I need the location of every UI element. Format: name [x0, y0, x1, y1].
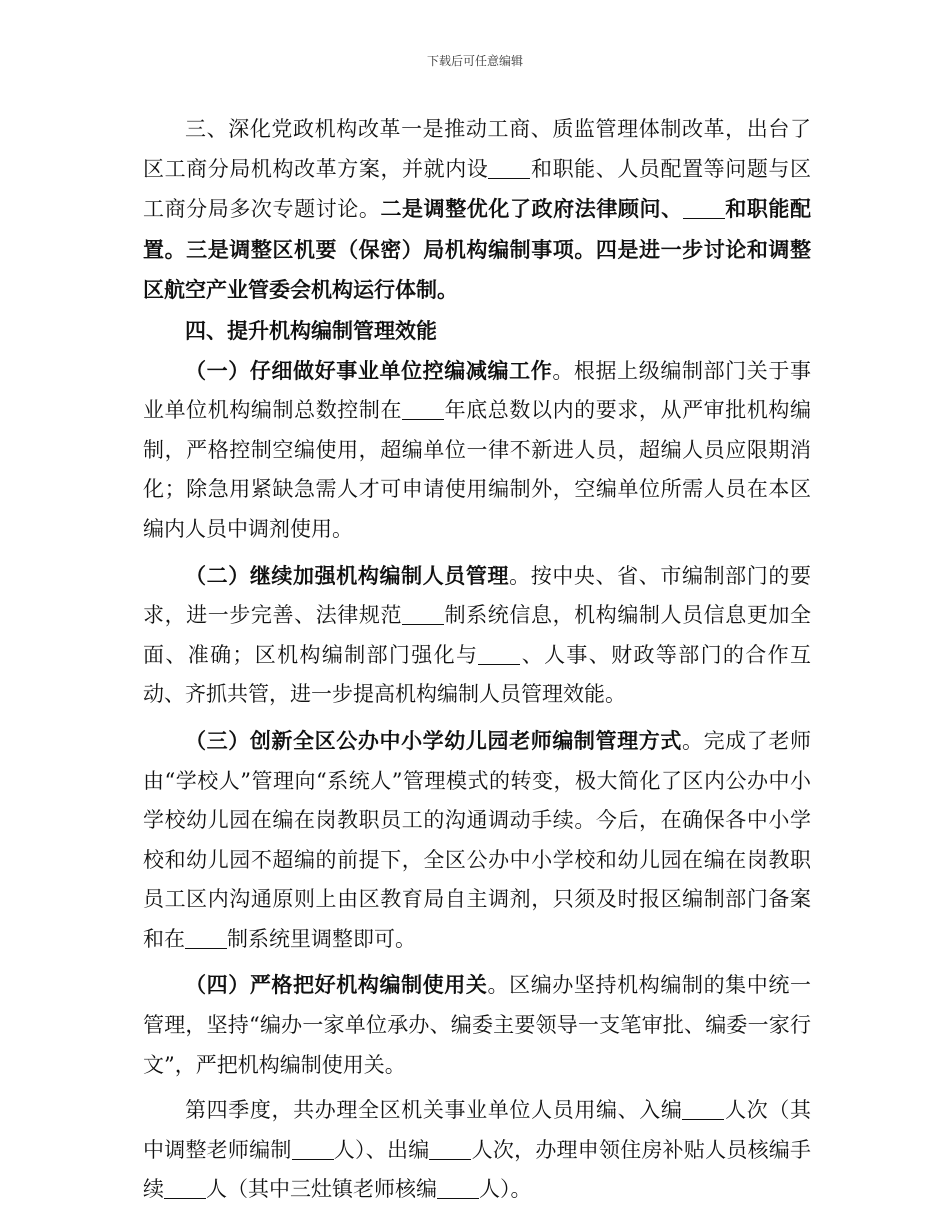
item-heading: （四）严格把好机构编制使用关	[185, 972, 488, 998]
text-run: 制系统信息，机构编制人员信息更加全面、准确；区机构编制部门强化与	[143, 603, 812, 667]
text-run: 人次，办理申领住房补贴人员核编手续	[143, 1137, 812, 1202]
text-run: 第四季度，共办理全区机关事业单位人员用编、入编	[185, 1098, 683, 1123]
item-heading: （三）创新全区公办中小学幼儿园老师编制管理方式	[185, 727, 682, 753]
paragraph-item-1	[143, 351, 811, 550]
bold-run: 二是调整优化了政府法律顾问、	[380, 196, 683, 222]
paragraph-party-reform	[143, 110, 811, 311]
item-heading: （一）仔细做好事业单位控编减编工作	[185, 357, 553, 383]
fill-blank	[164, 1180, 206, 1199]
fill-blank	[437, 1180, 479, 1199]
fill-blank	[292, 1141, 334, 1160]
fill-blank	[682, 1101, 724, 1120]
document-body	[143, 110, 811, 1210]
fill-blank	[185, 930, 227, 949]
text-run: 年底总数以内的要求，从严审批机构编制，严格控制空编使用，超编单位一律不新进人员，超编人员应限期消化；除急用紧缺急需人才可申请使用编制外，空编单位所需人员在本区编内人员中调剂使用。	[143, 398, 812, 541]
item-heading: （二）继续加强机构编制人员管理	[185, 562, 510, 588]
paragraph-item-3	[143, 721, 811, 960]
fill-blank	[683, 200, 725, 219]
fill-blank	[402, 401, 444, 420]
bold-run: 和职能配置。三是调整区机要（保密）局机构编制事项。四是进一步讨论和调整区航空产业管委会机构运行体制。	[143, 196, 812, 303]
text-run: 三、深化党政机构改革一是推动工商、质监管理体制改革，出台了区工商分局机构改革方案，并就内设	[143, 117, 811, 181]
text-run: 人）。	[479, 1177, 532, 1202]
fill-blank	[402, 606, 444, 625]
paragraph-q4-summary	[143, 1091, 811, 1210]
text-run: 。区编办坚持机构编制的集中统一管理，坚持“编办一家单位承办、编委主要领导一支笔审批、编委一家行文”，严把机构编制使用关。	[143, 973, 811, 1077]
text-run: 。按中央、省、市编制部门的要求，进一步完善、法律规范	[143, 563, 812, 628]
paragraph-item-2	[143, 556, 811, 715]
text-run: 。完成了老师由“学校人”管理向“系统人”管理模式的转变，极大简化了区内公办中小学校幼儿园在编在岗教职员工的沟通调动手续。今后，在确保各中小学校和幼儿园不超编的前提下，全区公办中小学校和幼儿园在编在岗教职员工区内沟通原则上由区教育局自主调剂，只须及时报区编制部门备案和在	[143, 728, 812, 951]
text-run: 、人事、财政等部门的合作互动、齐抓共管，进一步提高机构编制人员管理效能。	[143, 642, 812, 707]
fill-blank	[488, 160, 530, 179]
fill-blank	[429, 1141, 471, 1160]
section-heading: 四、提升机构编制管理效能	[185, 317, 437, 343]
fill-blank	[478, 646, 520, 665]
text-run: 人）、出编	[333, 1137, 430, 1162]
paragraph-item-4	[143, 965, 811, 1085]
text-run: 。根据上级编制部门关于事业单位机构编制总数控制在	[143, 358, 812, 423]
text-run: 制系统里调整即可。	[227, 926, 416, 951]
text-run: 和职能、人员配置等问题与区工商分局多次专题讨论。	[143, 156, 812, 222]
text-run: 人（其中三灶镇老师核编	[206, 1177, 437, 1202]
text-run: 人次（其中调整老师编制	[143, 1098, 812, 1162]
page-header: 下载后可任意编辑	[426, 54, 523, 68]
